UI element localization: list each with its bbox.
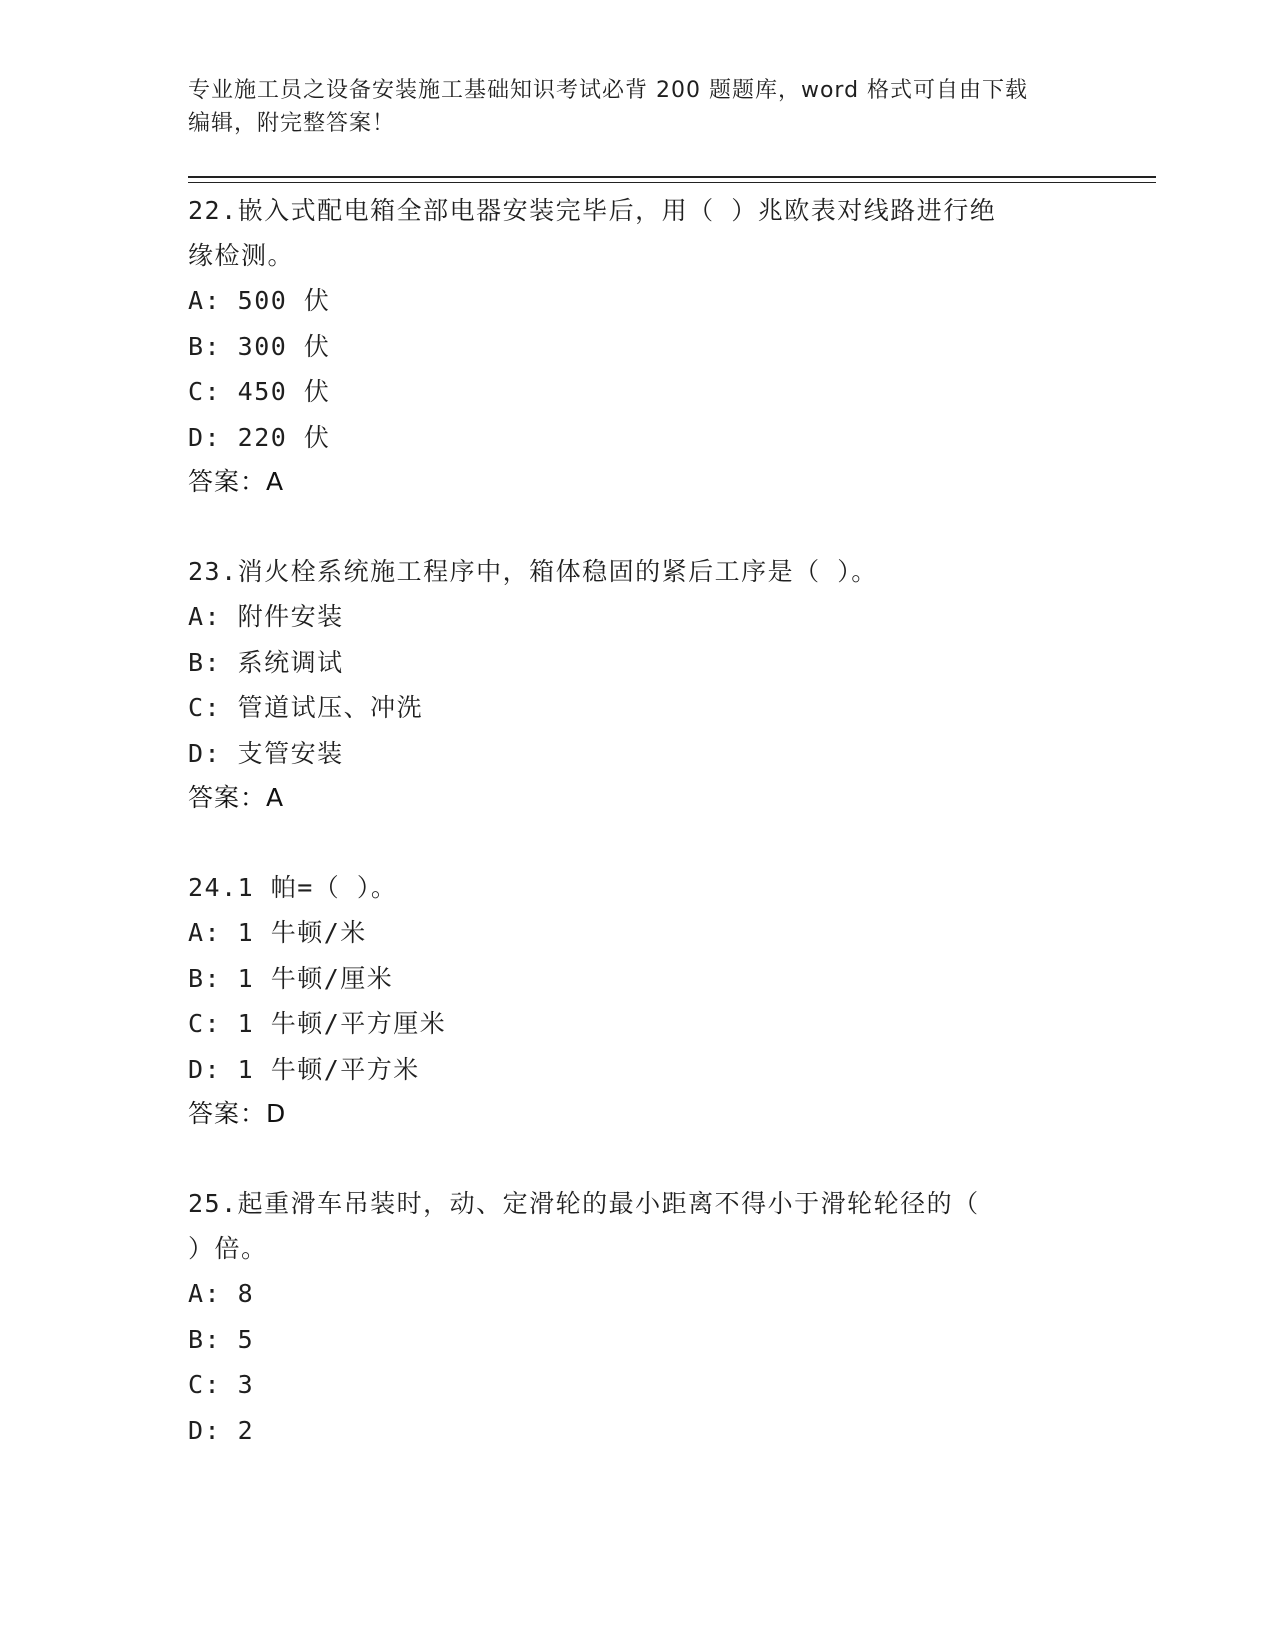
option-c: C: 450 伏 — [188, 377, 331, 406]
option-b: B: 5 — [188, 1324, 255, 1354]
question-stem — [188, 865, 1088, 910]
option-d: D: 2 — [188, 1415, 255, 1445]
option-b: B: 1 牛顿/厘米 — [188, 963, 394, 993]
header-title-line-2: 编辑，附完整答案！ — [188, 111, 396, 136]
question-stem-line-1: 25.起重滑车吊装时，动、定滑轮的最小距离不得小于滑轮轮径的（ — [188, 1189, 980, 1218]
option-c: C: 管道试压、冲洗 — [188, 693, 424, 722]
question-23 — [188, 549, 1088, 820]
option-c: C: 1 牛顿/平方厘米 — [188, 1009, 447, 1038]
option-d: D: 220 伏 — [188, 422, 331, 452]
answer-label: 答案：A — [188, 467, 285, 496]
question-stem-line-1: 23.消火栓系统施工程序中，箱体稳固的紧后工序是（ ）。 — [188, 557, 878, 586]
question-25 — [188, 1181, 1088, 1453]
option-a: A: 8 — [188, 1279, 255, 1308]
answer-label: 答案：A — [188, 783, 285, 812]
option-a: A: 500 伏 — [188, 286, 331, 315]
question-22 — [188, 188, 1088, 504]
option-a: A: 1 牛顿/米 — [188, 918, 367, 947]
question-stem — [188, 1181, 1088, 1271]
question-24 — [188, 865, 1088, 1136]
header-divider-thick — [188, 176, 1156, 178]
option-a: A: 附件安装 — [188, 602, 344, 631]
option-c: C: 3 — [188, 1370, 255, 1399]
question-stem-line-2: ）倍。 — [188, 1234, 268, 1263]
option-d: D: 支管安装 — [188, 738, 344, 768]
header-title-line-1: 专业施工员之设备安装施工基础知识考试必背 200 题题库，word 格式可自由下载 — [188, 78, 1029, 103]
option-d: D: 1 牛顿/平方米 — [188, 1054, 420, 1084]
document-header — [188, 74, 1068, 140]
header-divider-thin — [188, 182, 1156, 183]
option-b: B: 系统调试 — [188, 647, 344, 677]
question-stem-line-2: 缘检测。 — [188, 241, 295, 270]
option-b: B: 300 伏 — [188, 331, 331, 361]
question-stem — [188, 188, 1088, 278]
answer-label: 答案：D — [188, 1099, 287, 1128]
question-stem — [188, 549, 1088, 594]
question-stem-line-1: 22.嵌入式配电箱全部电器安装完毕后，用（ ）兆欧表对线路进行绝 — [188, 196, 997, 225]
question-stem-line-1: 24.1 帕=（ ）。 — [188, 873, 398, 902]
question-list — [188, 188, 1088, 1498]
